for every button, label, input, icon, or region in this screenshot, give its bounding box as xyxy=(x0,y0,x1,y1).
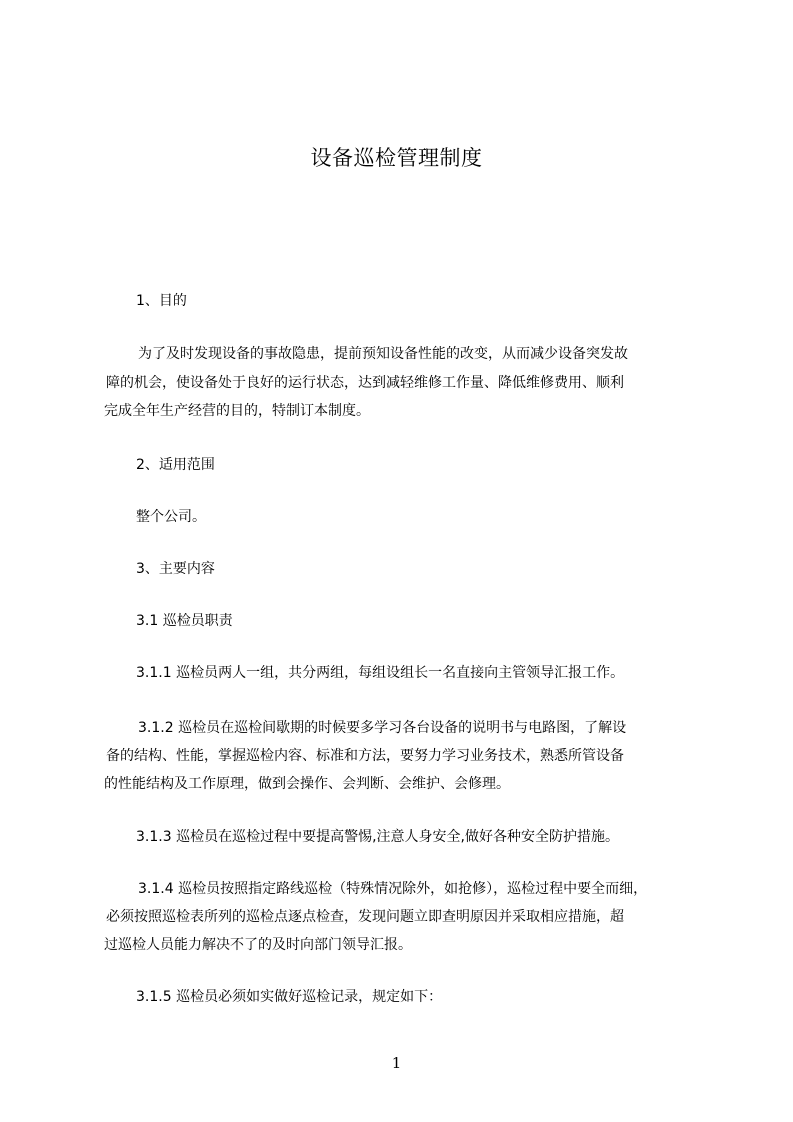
section-3-1-5: 3.1.5 巡检员必须如实做好巡检记录，规定如下： xyxy=(136,989,443,1005)
section-3-1-4-line-1: 3.1.4 巡检员按照指定路线巡检（特殊情况除外，如抢修），巡检过程中要全而细， xyxy=(138,881,648,897)
section-3-1-heading: 3.1 巡检员职责 xyxy=(136,613,233,629)
section-1-heading: 1、目的 xyxy=(136,293,187,309)
section-3-1-4-line-3: 过巡检人员能力解决不了的及时向部门领导汇报。 xyxy=(104,937,412,953)
section-3-1-4-line-2: 必须按照巡检表所列的巡检点逐点检查，发现问题立即查明原因并采取相应措施，超 xyxy=(106,909,624,925)
section-3-1-3: 3.1.3 巡检员在巡检过程中要提高警惕,注意人身安全,做好各种安全防护措施。 xyxy=(136,829,619,845)
section-3-1-2-line-3: 的性能结构及工作原理，做到会操作、会判断、会维护、会修理。 xyxy=(104,776,510,792)
section-3-1-1: 3.1.1 巡检员两人一组，共分两组，每组设组长一名直接向主管领导汇报工作。 xyxy=(136,665,625,681)
section-3-1-2-line-2: 备的结构、性能，掌握巡检内容、标准和方法，要努力学习业务技术，熟悉所管设备 xyxy=(106,748,624,764)
section-3-1-2-line-1: 3.1.2 巡检员在巡检间歇期的时候要多学习各台设备的说明书与电路图，了解设 xyxy=(138,720,627,736)
section-1-line-1: 为了及时发现设备的事故隐患，提前预知设备性能的改变，从而减少设备突发故 xyxy=(138,346,628,362)
section-1-line-3: 完成全年生产经营的目的，特制订本制度。 xyxy=(104,403,370,419)
page-number: 1 xyxy=(391,1054,402,1072)
document-title: 设备巡检管理制度 xyxy=(310,146,483,170)
section-1-line-2: 障的机会，使设备处于良好的运行状态，达到减轻维修工作量、降低维修费用、顺利 xyxy=(106,375,624,391)
section-2-body: 整个公司。 xyxy=(136,509,206,525)
section-2-heading: 2、适用范围 xyxy=(136,457,215,473)
section-3-heading: 3、主要内容 xyxy=(136,561,215,577)
